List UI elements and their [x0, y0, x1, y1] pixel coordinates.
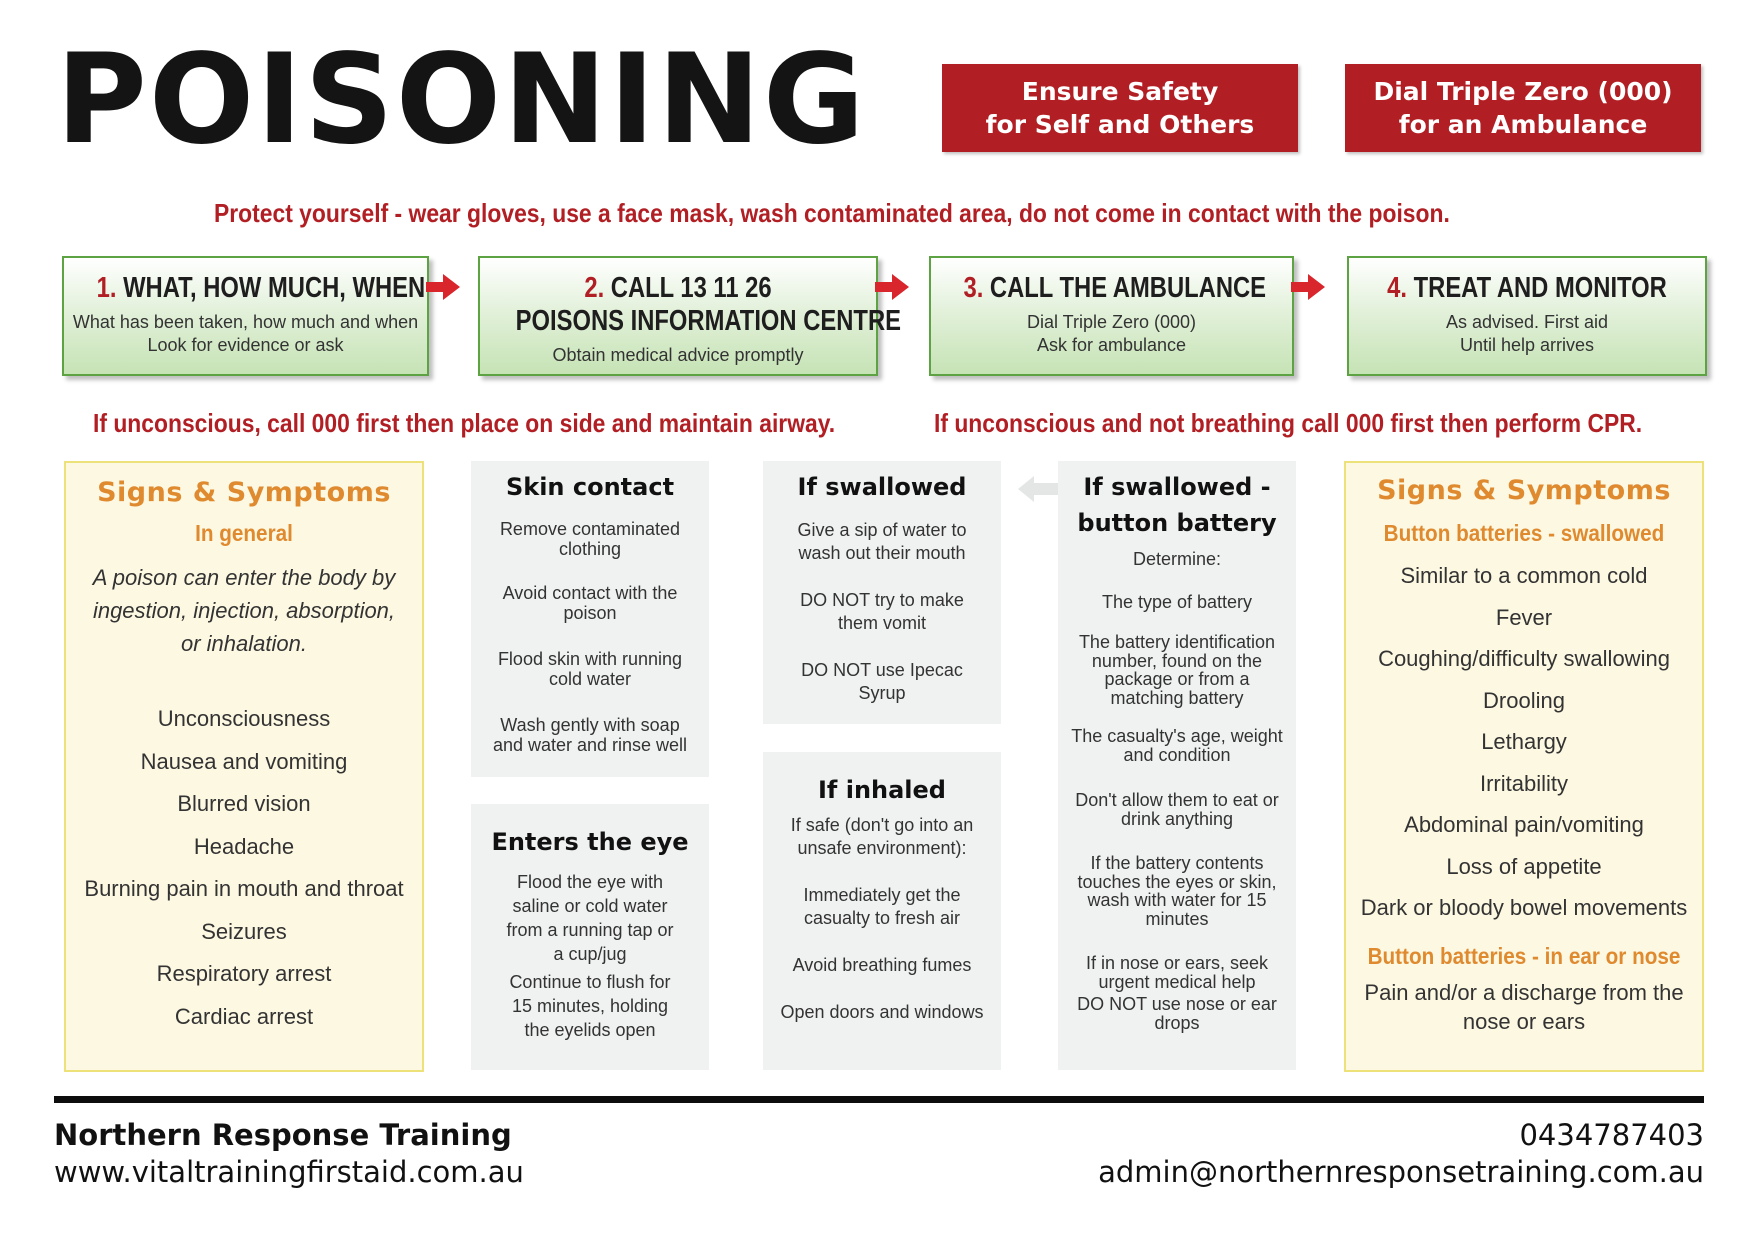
- step-line: Until help arrives: [1459, 335, 1595, 355]
- instruction-line: DO NOT use nose or ear: [1077, 994, 1277, 1014]
- instruction-line: Flood skin with running: [497, 649, 683, 669]
- instruction-line: urgent medical help: [1098, 971, 1256, 992]
- phone-number[interactable]: 0434787403: [1519, 1118, 1704, 1152]
- step-line: As advised. First aid: [1445, 312, 1609, 332]
- company-name: Northern Response Training: [54, 1118, 512, 1152]
- instruction-line: cold water: [548, 669, 632, 689]
- panel-heading: Enters the eye: [491, 828, 689, 856]
- instruction-line: and condition: [1123, 744, 1231, 765]
- banner-line: Ensure Safety: [1021, 77, 1219, 106]
- panel-heading: If swallowed: [797, 473, 967, 501]
- instruction-line: Continue to flush for: [509, 972, 671, 992]
- step-3-box: [929, 256, 1294, 376]
- instruction-line: minutes: [1145, 908, 1209, 929]
- instruction-line: DO NOT try to make: [800, 590, 964, 610]
- step-2-box: [478, 256, 901, 376]
- instruction-line: Don't allow them to eat or: [1075, 790, 1279, 810]
- instruction-line: Flood the eye with: [516, 872, 664, 892]
- skin-contact-panel: [471, 461, 709, 777]
- symptom-item: Burning pain in mouth and throat: [84, 876, 404, 901]
- instruction-line: drink anything: [1120, 808, 1234, 829]
- symptom-item: Headache: [193, 833, 295, 859]
- instruction-line: unsafe environment):: [797, 838, 967, 858]
- intro-line: A poison can enter the body by: [92, 565, 396, 590]
- footer-divider: [54, 1096, 1704, 1103]
- symptom-item: Seizures: [201, 918, 287, 944]
- instruction-line: wash out their mouth: [798, 543, 966, 563]
- symptom-item: Unconsciousness: [157, 706, 331, 731]
- signs-symptoms-battery-panel: [1344, 461, 1704, 1072]
- step-1-box: [62, 256, 429, 376]
- panel-subheading: In general: [195, 520, 293, 546]
- arrow-left-icon: [1018, 476, 1058, 507]
- panel-heading: If swallowed -: [1083, 473, 1271, 501]
- step-line: Obtain medical advice promptly: [552, 345, 804, 365]
- panel-heading: If inhaled: [817, 776, 946, 804]
- button-battery-panel: [1058, 461, 1296, 1070]
- instruction-line: Immediately get the: [803, 885, 961, 905]
- email-link[interactable]: admin@northernresponsetraining.com.au: [1098, 1155, 1704, 1189]
- symptom-item: Abdominal pain/vomiting: [1404, 812, 1644, 837]
- instruction-line: saline or cold water: [512, 896, 668, 916]
- instruction-line: touches the eyes or skin,: [1077, 871, 1277, 892]
- unconscious-cpr-line: If unconscious and not breathing call 000 first then perform CPR.: [934, 408, 1643, 438]
- symptom-item: Nausea and vomiting: [140, 748, 348, 774]
- panel-heading: Skin contact: [505, 473, 675, 501]
- instruction-line: Open doors and windows: [780, 1002, 984, 1022]
- signs-symptoms-general-panel: [64, 461, 424, 1072]
- instruction-line: If in nose or ears, seek: [1085, 953, 1269, 973]
- symptom-item: Dark or bloody bowel movements: [1360, 895, 1688, 920]
- instruction-line: The casualty's age, weight: [1071, 726, 1283, 746]
- symptom-item: Lethargy: [1481, 729, 1567, 754]
- instruction-line: them vomit: [837, 613, 927, 633]
- step-line: Look for evidence or ask: [147, 335, 344, 355]
- symptom-item: Irritability: [1479, 770, 1568, 796]
- panel-heading: Signs & Symptoms: [97, 477, 391, 508]
- instruction-line: The battery identification: [1078, 632, 1276, 652]
- instruction-line: package or from a: [1104, 669, 1250, 689]
- arrow-right-icon: [1291, 274, 1325, 300]
- instruction-line: Syrup: [858, 683, 906, 703]
- step-4-box: [1347, 256, 1707, 376]
- step-heading: 4. TREAT AND MONITOR: [1387, 272, 1667, 304]
- banner-line: for an Ambulance: [1398, 110, 1648, 139]
- step-heading: 1. WHAT, HOW MUCH, WHEN: [96, 272, 426, 304]
- symptom-item: Similar to a common cold: [1400, 563, 1648, 588]
- intro-line: ingestion, injection, absorption,: [92, 598, 396, 623]
- instruction-line: If safe (don't go into an: [790, 815, 974, 835]
- unconscious-airway-line: If unconscious, call 000 first then place on side and maintain airway.: [93, 408, 836, 438]
- instruction-line: The type of battery: [1101, 592, 1253, 612]
- symptom-item: Pain and/or a discharge from the: [1364, 979, 1684, 1005]
- symptom-item: Fever: [1495, 604, 1553, 630]
- symptom-item: Blurred vision: [177, 791, 311, 816]
- instruction-line: poison: [563, 603, 617, 623]
- arrow-right-icon: [426, 274, 460, 300]
- symptom-item: nose or ears: [1462, 1008, 1586, 1034]
- symptom-item: Respiratory arrest: [156, 961, 332, 986]
- panel-subheading: Button batteries - swallowed: [1383, 520, 1665, 546]
- ensure-safety-banner: [942, 64, 1298, 152]
- instruction-line: Wash gently with soap: [500, 715, 680, 735]
- step-line: Ask for ambulance: [1036, 335, 1187, 355]
- instruction-line: drops: [1154, 1012, 1200, 1033]
- instruction-line: Determine:: [1132, 549, 1222, 569]
- banner-line: for Self and Others: [985, 110, 1255, 139]
- instruction-line: DO NOT use Ipecac: [801, 660, 963, 680]
- instruction-line: from a running tap or: [506, 920, 674, 940]
- step-line: What has been taken, how much and when: [72, 312, 419, 332]
- instruction-line: Avoid contact with the: [502, 583, 678, 603]
- arrow-right-icon: [875, 274, 909, 300]
- banner-line: Dial Triple Zero (000): [1373, 77, 1673, 106]
- instruction-line: Avoid breathing fumes: [792, 955, 972, 975]
- instruction-line: clothing: [558, 539, 622, 559]
- website-link[interactable]: www.vitaltrainingfirstaid.com.au: [54, 1155, 524, 1189]
- instruction-line: matching battery: [1110, 687, 1244, 708]
- enters-eye-panel: [471, 804, 709, 1070]
- symptom-item: Drooling: [1483, 687, 1565, 713]
- instruction-line: wash with water for 15: [1087, 890, 1267, 910]
- symptom-item: Coughing/difficulty swallowing: [1378, 646, 1670, 671]
- step-line: Dial Triple Zero (000): [1026, 312, 1197, 332]
- instruction-line: and water and rinse well: [492, 735, 688, 755]
- intro-line: or inhalation.: [181, 631, 307, 656]
- symptom-item: Cardiac arrest: [174, 1003, 314, 1029]
- step-heading: 3. CALL THE AMBULANCE: [963, 272, 1267, 304]
- instruction-line: 15 minutes, holding: [511, 996, 669, 1016]
- instruction-line: a cup/jug: [553, 944, 627, 964]
- if-swallowed-panel: [763, 461, 1001, 724]
- panel-heading: Signs & Symptoms: [1377, 475, 1671, 506]
- panel-subheading: Button batteries - in ear or nose: [1367, 942, 1681, 969]
- instruction-line: Give a sip of water to: [797, 520, 967, 540]
- instruction-line: number, found on the: [1091, 650, 1263, 671]
- instruction-line: casualty to fresh air: [803, 908, 961, 928]
- panel-heading: button battery: [1077, 509, 1277, 537]
- if-inhaled-panel: [763, 752, 1001, 1070]
- dial-000-banner: [1345, 64, 1701, 152]
- instruction-line: If the battery contents: [1090, 853, 1264, 873]
- symptom-item: Loss of appetite: [1446, 853, 1602, 879]
- instruction-line: Remove contaminated: [499, 519, 681, 539]
- protect-yourself-line: Protect yourself - wear gloves, use a face mask, wash contaminated area, do not come in contact with the poison.: [214, 198, 1450, 228]
- step-heading-2: POISONS INFORMATION CENTRE: [515, 305, 901, 337]
- page-title: POISONING: [56, 28, 867, 172]
- step-heading: 2. CALL 13 11 26: [584, 272, 772, 304]
- instruction-line: the eyelids open: [524, 1020, 656, 1040]
